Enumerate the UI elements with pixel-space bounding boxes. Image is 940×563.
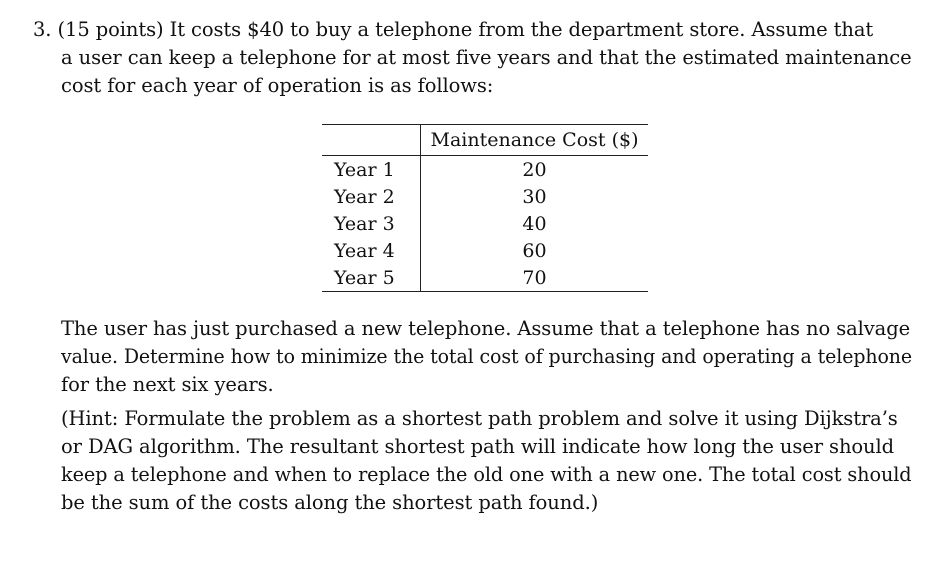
year-cell: Year 4 [322, 237, 421, 264]
maintenance-cost-table [322, 124, 648, 292]
table-row [322, 237, 648, 264]
problem-line-1: 3. (15 points) It costs $40 to buy a telephone from the department store. Assume that [33, 18, 874, 41]
body-line-3: for the next six years. [61, 373, 274, 396]
hint-line-1: (Hint: Formulate the problem as a shortest path problem and solve it using Dijkstra’s [61, 407, 898, 430]
cost-cell: 30 [522, 185, 547, 208]
cost-cell: 70 [421, 264, 649, 292]
year-cell: Year 5 [322, 264, 421, 292]
year-cell: Year 2 [322, 183, 421, 210]
problem-line-3: cost for each year of operation is as follows: [61, 74, 494, 97]
problem-line-2: a user can keep a telephone for at most five years and that the estimated maintenance [61, 46, 912, 69]
hint-line-3: keep a telephone and when to replace the old one with a new one. The total cost should [61, 463, 912, 486]
table-header-year [322, 125, 421, 156]
table-row [322, 264, 648, 292]
hint-line-4: be the sum of the costs along the shortest path found.) [61, 491, 599, 514]
table-row [322, 210, 648, 237]
table-header-cost: Maintenance Cost ($) [421, 125, 649, 156]
hint-line-2: or DAG algorithm. The resultant shortest path will indicate how long the user should [61, 435, 895, 458]
year-cell: Year 3 [322, 210, 421, 237]
cost-cell: 60 [522, 239, 547, 262]
cost-cell: 20 [522, 158, 547, 181]
table-row [322, 156, 648, 184]
body-line-1: The user has just purchased a new telephone. Assume that a telephone has no salvage [61, 317, 911, 340]
body-line-2: value. Determine how to minimize the total cost of purchasing and operating a telephone [61, 345, 913, 368]
table-header-row [322, 125, 648, 156]
table-row [322, 183, 648, 210]
cost-cell: 40 [522, 212, 547, 235]
year-cell: Year 1 [322, 156, 421, 184]
